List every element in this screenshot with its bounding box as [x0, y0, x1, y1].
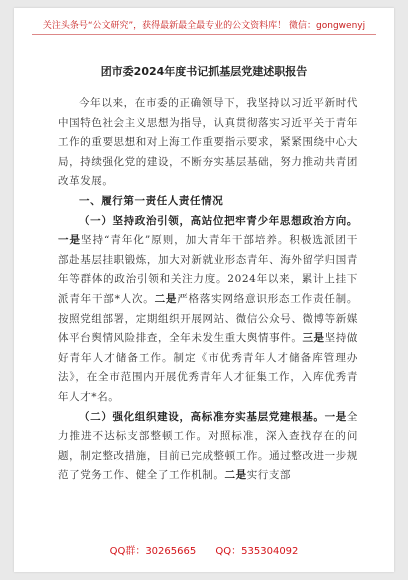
- document-title: 团市委2024年度书记抓基层党建述职报告: [100, 65, 308, 78]
- header-divider: [32, 34, 376, 35]
- sub-heading-1: （一）坚持政治引领，高站位把牢青少年思想政治方向。: [79, 214, 358, 227]
- section-heading-1: 一、履行第一责任人责任情况: [79, 194, 224, 207]
- document-body: [58, 94, 358, 486]
- intro-paragraph: 今年以来，在市委的正确领导下，我坚持以习近平新时代中国特色社会主义思想为指导，认真贯彻落实习近平关于青年工作的重要思想和对上海工作重要指示要求，紧紧围绕中心大局，持续强化党的建设，不断夯实基层基础，努力推动共青团改革发展。: [58, 97, 358, 188]
- sub1-lead-2: 二是: [154, 292, 178, 305]
- footer-qq-group: QQ群：30265665: [109, 546, 197, 557]
- header-note: 关注头条号“公文研究”，获得最新最全最专业的公文资料库！ 微信：gongwenyj: [42, 21, 366, 31]
- sub-heading-2: （二）强化组织建设，高标准夯实基层党建根基。: [79, 410, 325, 423]
- document-page: [14, 8, 394, 572]
- footer-qq: QQ：535304092: [215, 546, 299, 557]
- sub1-text-1: 坚持“青年化”原则，加大青年干部培养。积极选派团干部赴基层挂职锻炼，加大对新就业形态青年、海外留学归国青年等群体的政治引领和关注力度。2024年以来，累计上挂下派青年干部*人次。: [58, 234, 358, 305]
- paragraph-sub1: [58, 212, 358, 408]
- sub1-lead-3: 三是: [302, 332, 325, 345]
- sub2-text-1: 全力推进不达标支部整顿工作。对照标准，深入查找存在的问题，制定整改措施，目前已完成整顿工作。通过整改进一步规范了党务工作、健全了工作机制。: [58, 410, 358, 482]
- sub2-lead-2: 二是: [224, 469, 247, 482]
- sub1-lead-1: 一是: [58, 234, 82, 247]
- sub1-text-2: 严格落实网络意识形态工作责任制。按照党组部署，定期组织开展网站、微信公众号、微博等新媒体平台舆情风险排查，全年未发生重大舆情事件。: [58, 292, 359, 345]
- footer-contact: [14, 542, 394, 557]
- sub2-lead-1: 一是: [324, 410, 347, 423]
- sub1-text-3: 坚持做好青年人才储备工作。制定《市优秀青年人才储备库管理办法》，在全市范围内开展优秀青年人才征集工作，入库优秀青年人才*名。: [58, 332, 358, 403]
- sub2-text-2: 实行支部: [246, 469, 292, 482]
- paragraph-sub2: [58, 408, 358, 486]
